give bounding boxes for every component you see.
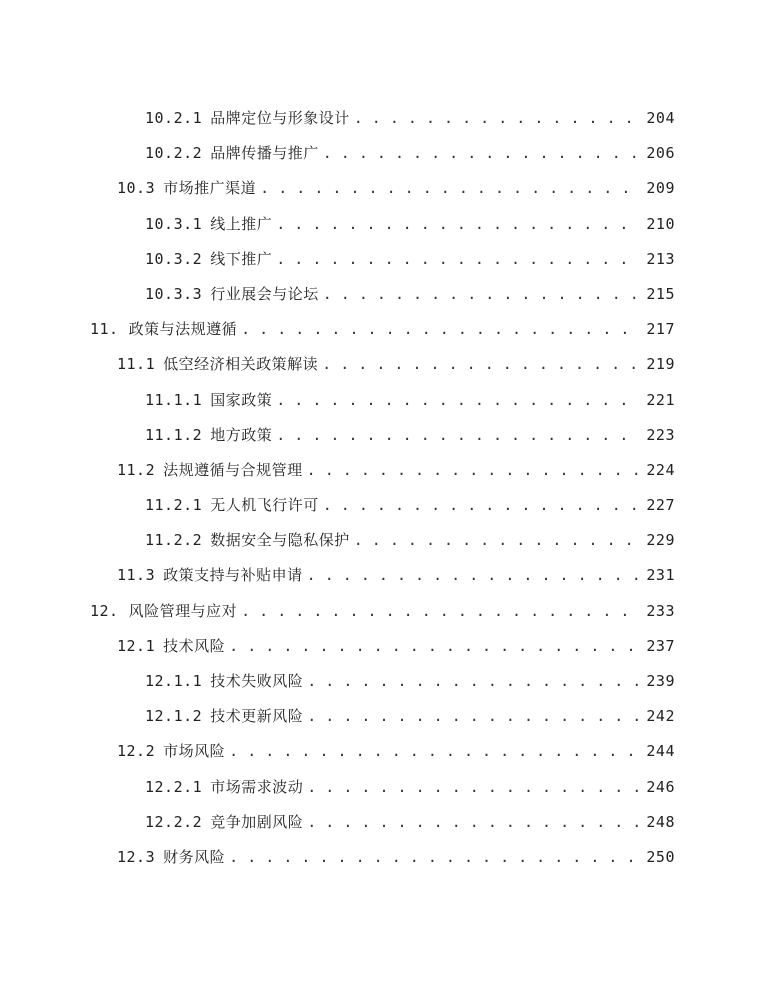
toc-entry[interactable] [0,142,765,177]
toc-dot-leader [307,461,641,479]
toc-dot-leader [307,813,641,831]
toc-entry[interactable] [0,529,765,564]
toc-entry-number: 10.2.2 [145,144,203,163]
toc-entry-title: 地方政策 [210,425,273,444]
toc-entry-page-number: 223 [646,425,675,444]
toc-dot-leader [307,672,641,690]
toc-entry-page-number: 229 [646,531,675,550]
toc-entry-page-number: 217 [646,320,675,339]
toc-entry[interactable] [0,107,765,142]
toc-entry[interactable] [0,846,765,881]
toc-entry-page-number: 237 [646,636,675,655]
toc-entry-page-number: 244 [646,742,675,761]
toc-entry-page-number: 233 [646,601,675,620]
toc-entry[interactable] [0,459,765,494]
toc-dot-leader [323,285,641,303]
toc-entry-page-number: 213 [646,249,675,268]
toc-entry[interactable] [0,283,765,318]
toc-entry-page-number: 210 [646,214,675,233]
toc-dot-leader [276,426,641,444]
toc-entry-number: 11.1.1 [145,390,203,409]
toc-entry-number: 12.1.2 [145,707,203,726]
toc-entry[interactable] [0,318,765,353]
toc-entry-page-number: 248 [646,812,675,831]
toc-dot-leader [307,778,641,796]
toc-entry-title: 技术更新风险 [210,707,304,726]
toc-entry-title: 无人机飞行许可 [210,496,319,515]
toc-dot-leader [276,215,641,233]
toc-entry-number: 10.3.1 [145,214,203,233]
toc-dot-leader [323,144,641,162]
toc-entry-title: 市场推广渠道 [163,179,257,198]
toc-entry[interactable] [0,670,765,705]
toc-dot-leader [323,496,641,514]
toc-dot-leader [307,566,641,584]
toc-dot-leader [276,391,641,409]
toc-entry-title: 市场风险 [163,742,226,761]
toc-entry-title: 市场需求波动 [210,777,304,796]
toc-entry[interactable] [0,494,765,529]
toc-entry-number: 12.1.1 [145,672,203,690]
toc-entry-title: 国家政策 [210,390,273,409]
toc-entry[interactable] [0,740,765,775]
toc-entry-number: 12.2.2 [145,812,203,831]
toc-entry-title: 技术失败风险 [210,672,304,690]
toc-entry-page-number: 221 [646,390,675,409]
toc-entry[interactable] [0,811,765,846]
toc-dot-leader [307,707,641,725]
toc-dot-leader [229,848,641,866]
toc-entry[interactable] [0,177,765,212]
toc-entry-title: 法规遵循与合规管理 [163,460,303,479]
toc-entry[interactable] [0,776,765,811]
toc-entry[interactable] [0,600,765,635]
toc-dot-leader [241,602,641,620]
toc-dot-leader [260,179,641,197]
toc-entry-number: 12. [90,601,119,620]
toc-entry-number: 10.3.3 [145,284,203,303]
toc-dot-leader [276,250,641,268]
toc-entry[interactable] [0,389,765,424]
toc-entry-page-number: 206 [646,144,675,163]
toc-entry-page-number: 215 [646,284,675,303]
toc-entry-number: 12.3 [117,847,156,866]
toc-entry-page-number: 224 [646,460,675,479]
toc-entry[interactable] [0,424,765,459]
toc-entry[interactable] [0,213,765,248]
toc-entry-number: 10.3.2 [145,249,203,268]
toc-dot-leader [354,109,641,127]
toc-entry-number: 11.2 [117,460,156,479]
toc-entry-page-number: 250 [646,847,675,866]
toc-entry-page-number: 219 [646,355,675,374]
table-of-contents [0,107,765,881]
toc-dot-leader [229,742,641,760]
toc-entry-title: 行业展会与论坛 [210,284,319,303]
toc-entry-page-number: 227 [646,496,675,515]
toc-entry-number: 10.2.1 [145,109,203,127]
toc-entry-number: 12.2 [117,742,156,761]
toc-entry-title: 财务风险 [163,847,226,866]
toc-entry[interactable] [0,248,765,283]
toc-entry-number: 11.1.2 [145,425,203,444]
toc-entry-title: 竞争加剧风险 [210,812,304,831]
toc-entry-number: 12.1 [117,636,156,655]
toc-entry-number: 10.3 [117,179,156,198]
toc-entry-page-number: 204 [646,109,675,127]
toc-entry-number: 11.1 [117,355,156,374]
toc-entry[interactable] [0,353,765,388]
toc-dot-leader [322,355,641,373]
toc-entry-title: 低空经济相关政策解读 [163,355,319,374]
toc-entry-title: 政策支持与补贴申请 [163,566,303,585]
toc-entry[interactable] [0,635,765,670]
toc-entry-page-number: 239 [646,672,675,690]
toc-entry-number: 12.2.1 [145,777,203,796]
toc-entry[interactable] [0,705,765,740]
toc-entry-title: 数据安全与隐私保护 [210,531,350,550]
toc-entry-number: 11.3 [117,566,156,585]
toc-entry-title: 线下推广 [210,249,273,268]
toc-entry[interactable] [0,564,765,599]
toc-entry-number: 11.2.2 [145,531,203,550]
toc-dot-leader [241,320,641,338]
toc-entry-page-number: 231 [646,566,675,585]
toc-entry-title: 品牌传播与推广 [210,144,319,163]
toc-dot-leader [229,637,641,655]
toc-entry-page-number: 246 [646,777,675,796]
toc-entry-number: 11. [90,320,119,339]
toc-entry-title: 技术风险 [163,636,226,655]
toc-entry-page-number: 242 [646,707,675,726]
toc-entry-title: 政策与法规遵循 [128,320,238,339]
toc-entry-number: 11.2.1 [145,496,203,515]
toc-entry-page-number: 209 [646,179,675,198]
toc-entry-title: 品牌定位与形象设计 [210,109,350,127]
toc-entry-title: 风险管理与应对 [128,601,238,620]
toc-dot-leader [354,531,641,549]
toc-entry-title: 线上推广 [210,214,273,233]
